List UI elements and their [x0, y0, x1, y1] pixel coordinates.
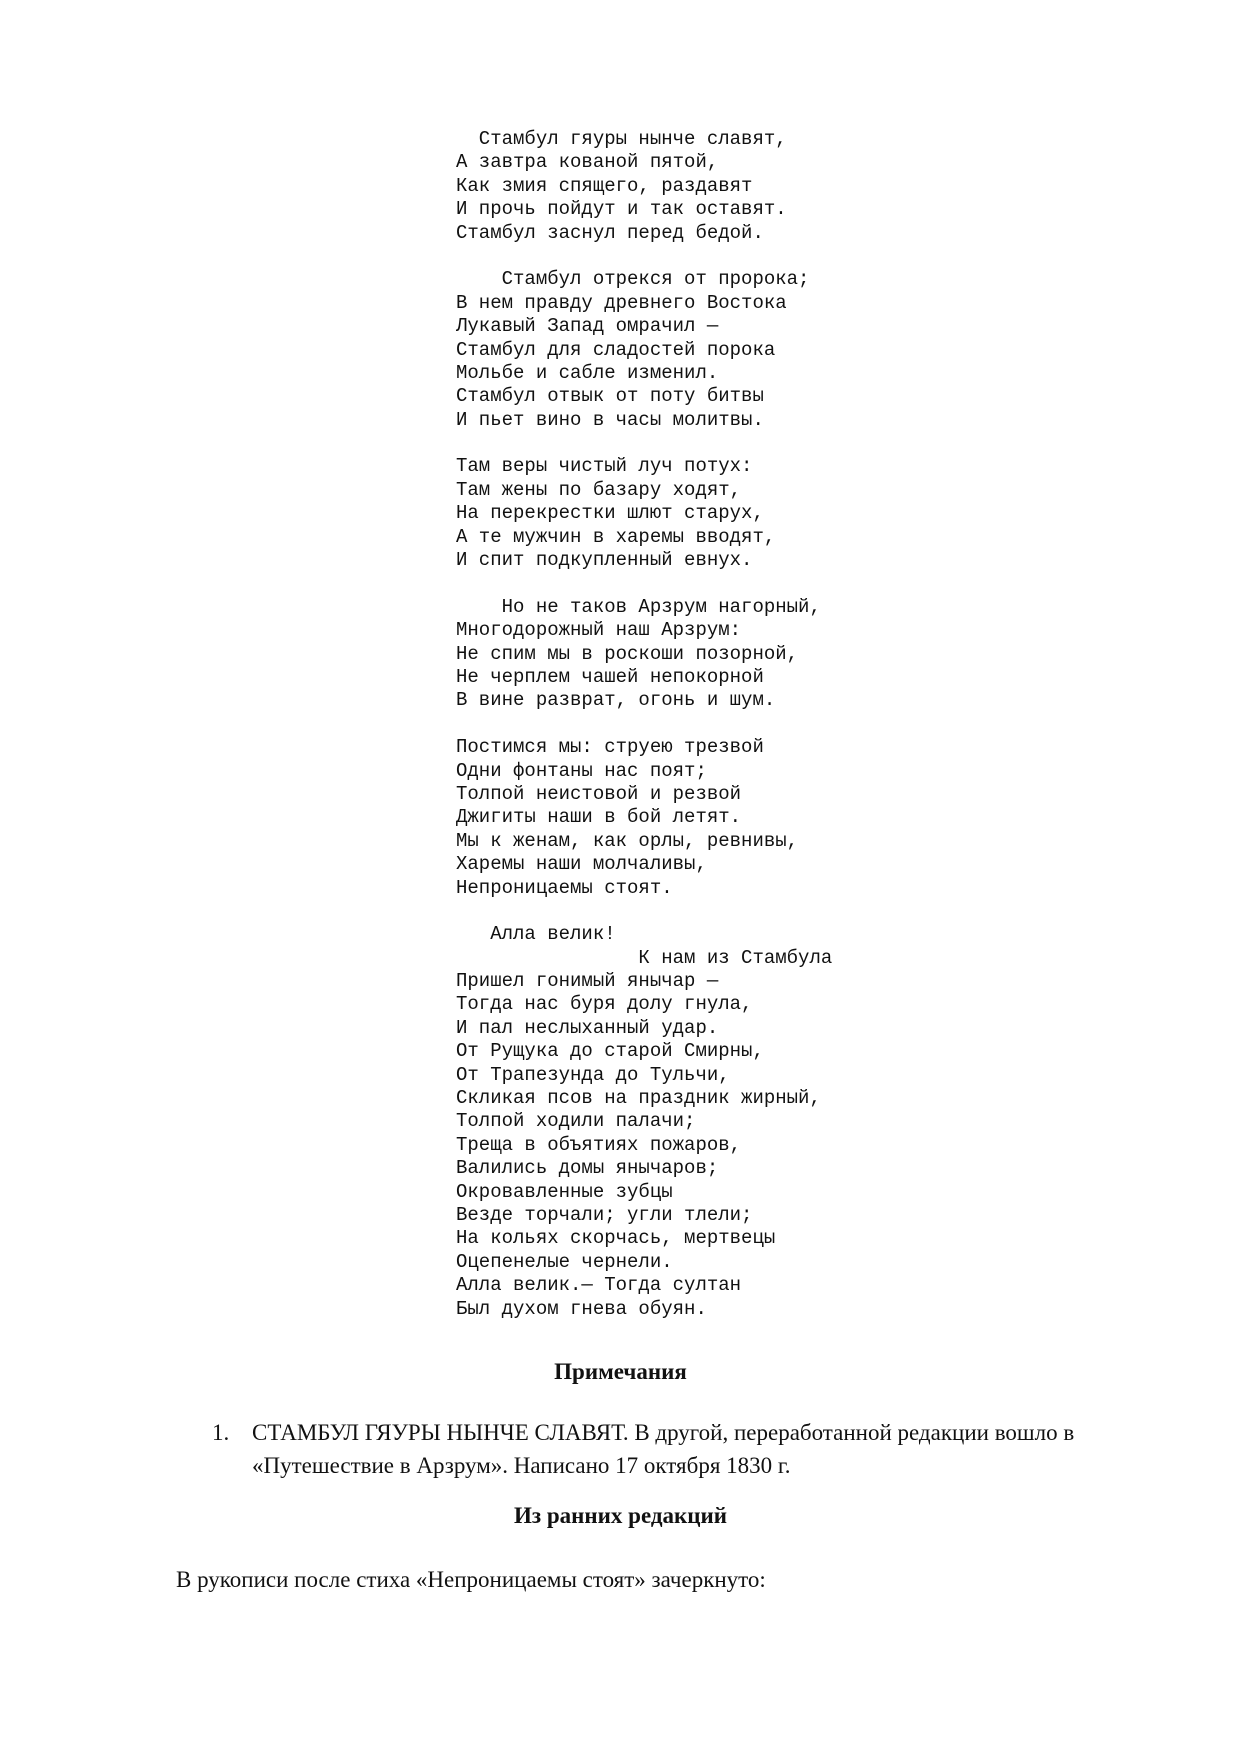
poem-line: Алла велик.— Тогда султан: [456, 1274, 742, 1297]
poem-stanza: [456, 268, 1016, 432]
poem-stanza: [456, 128, 1016, 245]
poem-line: Толпой неистовой и резвой: [456, 782, 742, 805]
poem-line: Лукавый Запад омрачил —: [456, 315, 719, 338]
poem-line: Тогда нас буря долу гнула,: [456, 993, 753, 1016]
poem-line: Стамбул заснул перед бедой.: [456, 221, 764, 244]
poem: [456, 128, 1016, 1321]
poem-line: К нам из Стамбула: [456, 946, 833, 969]
poem-line: На кольях скорчась, мертвецы: [456, 1227, 776, 1250]
poem-stanza: [456, 596, 1016, 713]
poem-line: Мы к женам, как орлы, ревнивы,: [456, 829, 799, 852]
poem-line: Алла велик!: [456, 923, 616, 946]
poem-stanza: [456, 455, 1016, 572]
poem-line: Не черплем чашей непокорной: [456, 665, 764, 688]
poem-line: Мольбе и сабле изменил.: [456, 361, 719, 384]
poem-line: Постимся мы: струею трезвой: [456, 736, 764, 759]
poem-line: В вине разврат, огонь и шум.: [456, 689, 776, 712]
poem-line: Везде торчали; угли тлели;: [456, 1203, 753, 1226]
poem-line: Многодорожный наш Арзрум:: [456, 619, 742, 642]
poem-line: Непроницаемы стоят.: [456, 876, 673, 899]
poem-line: Стамбул отвык от поту битвы: [456, 385, 764, 408]
poem-line: Стамбул гяуры нынче славят,: [456, 128, 787, 150]
poem-line: Был духом гнева обуян.: [456, 1297, 707, 1320]
note-item: [212, 1416, 1152, 1482]
poem-line: Джигиты наши в бой летят.: [456, 806, 742, 829]
poem-line: Одни фонтаны нас поят;: [456, 759, 707, 782]
poem-stanza: [456, 923, 1016, 1321]
poem-line: От Трапезунда до Тульчи,: [456, 1063, 730, 1086]
poem-stanza: [456, 736, 1016, 900]
poem-line: Не спим мы в роскоши позорной,: [456, 642, 799, 665]
manuscript-note: В рукописи после стиха «Непроницаемы стоят» зачеркнуто:: [176, 1567, 766, 1592]
poem-line: Но не таков Арзрум нагорный,: [456, 595, 821, 618]
note-text: СТАМБУЛ ГЯУРЫ НЫНЧЕ СЛАВЯТ. В другой, переработанной редакции вошло в «Путешествие в Арзрум». Написано 17 октября 1830 г.: [252, 1420, 1075, 1478]
poem-line: А те мужчин в харемы вводят,: [456, 525, 776, 548]
poem-line: Харемы наши молчаливы,: [456, 853, 707, 876]
poem-line: На перекрестки шлют старух,: [456, 502, 764, 525]
poem-line: Как змия спящего, раздавят: [456, 174, 753, 197]
poem-line: Валились домы янычаров;: [456, 1157, 719, 1180]
notes-heading: Примечания: [554, 1359, 687, 1384]
poem-line: Скликая псов на праздник жирный,: [456, 1087, 821, 1110]
poem-line: И спит подкупленный евнух.: [456, 549, 753, 572]
poem-line: А завтра кованой пятой,: [456, 151, 719, 174]
poem-line: Там жены по базару ходят,: [456, 478, 742, 501]
poem-line: И пьет вино в часы молитвы.: [456, 408, 764, 431]
poem-line: От Рущука до старой Смирны,: [456, 1040, 764, 1063]
poem-line: В нем правду древнего Востока: [456, 291, 787, 314]
poem-line: Там веры чистый луч потух:: [456, 455, 753, 478]
poem-line: Пришел гонимый янычар —: [456, 970, 719, 993]
poem-line: И пал неслыханный удар.: [456, 1016, 719, 1039]
early-versions-heading: Из ранних редакций: [513, 1503, 728, 1528]
poem-line: Оцепенелые чернели.: [456, 1250, 673, 1273]
note-number: 1.: [212, 1420, 230, 1445]
poem-line: Треща в объятиях пожаров,: [456, 1133, 742, 1156]
poem-line: Стамбул для сладостей порока: [456, 338, 776, 361]
poem-line: Толпой ходили палачи;: [456, 1110, 696, 1133]
poem-line: И прочь пойдут и так оставят.: [456, 198, 787, 221]
poem-line: Стамбул отрекся от пророка;: [456, 268, 810, 291]
notes-list: [212, 1416, 1152, 1482]
poem-line: Окровавленные зубцы: [456, 1180, 673, 1203]
